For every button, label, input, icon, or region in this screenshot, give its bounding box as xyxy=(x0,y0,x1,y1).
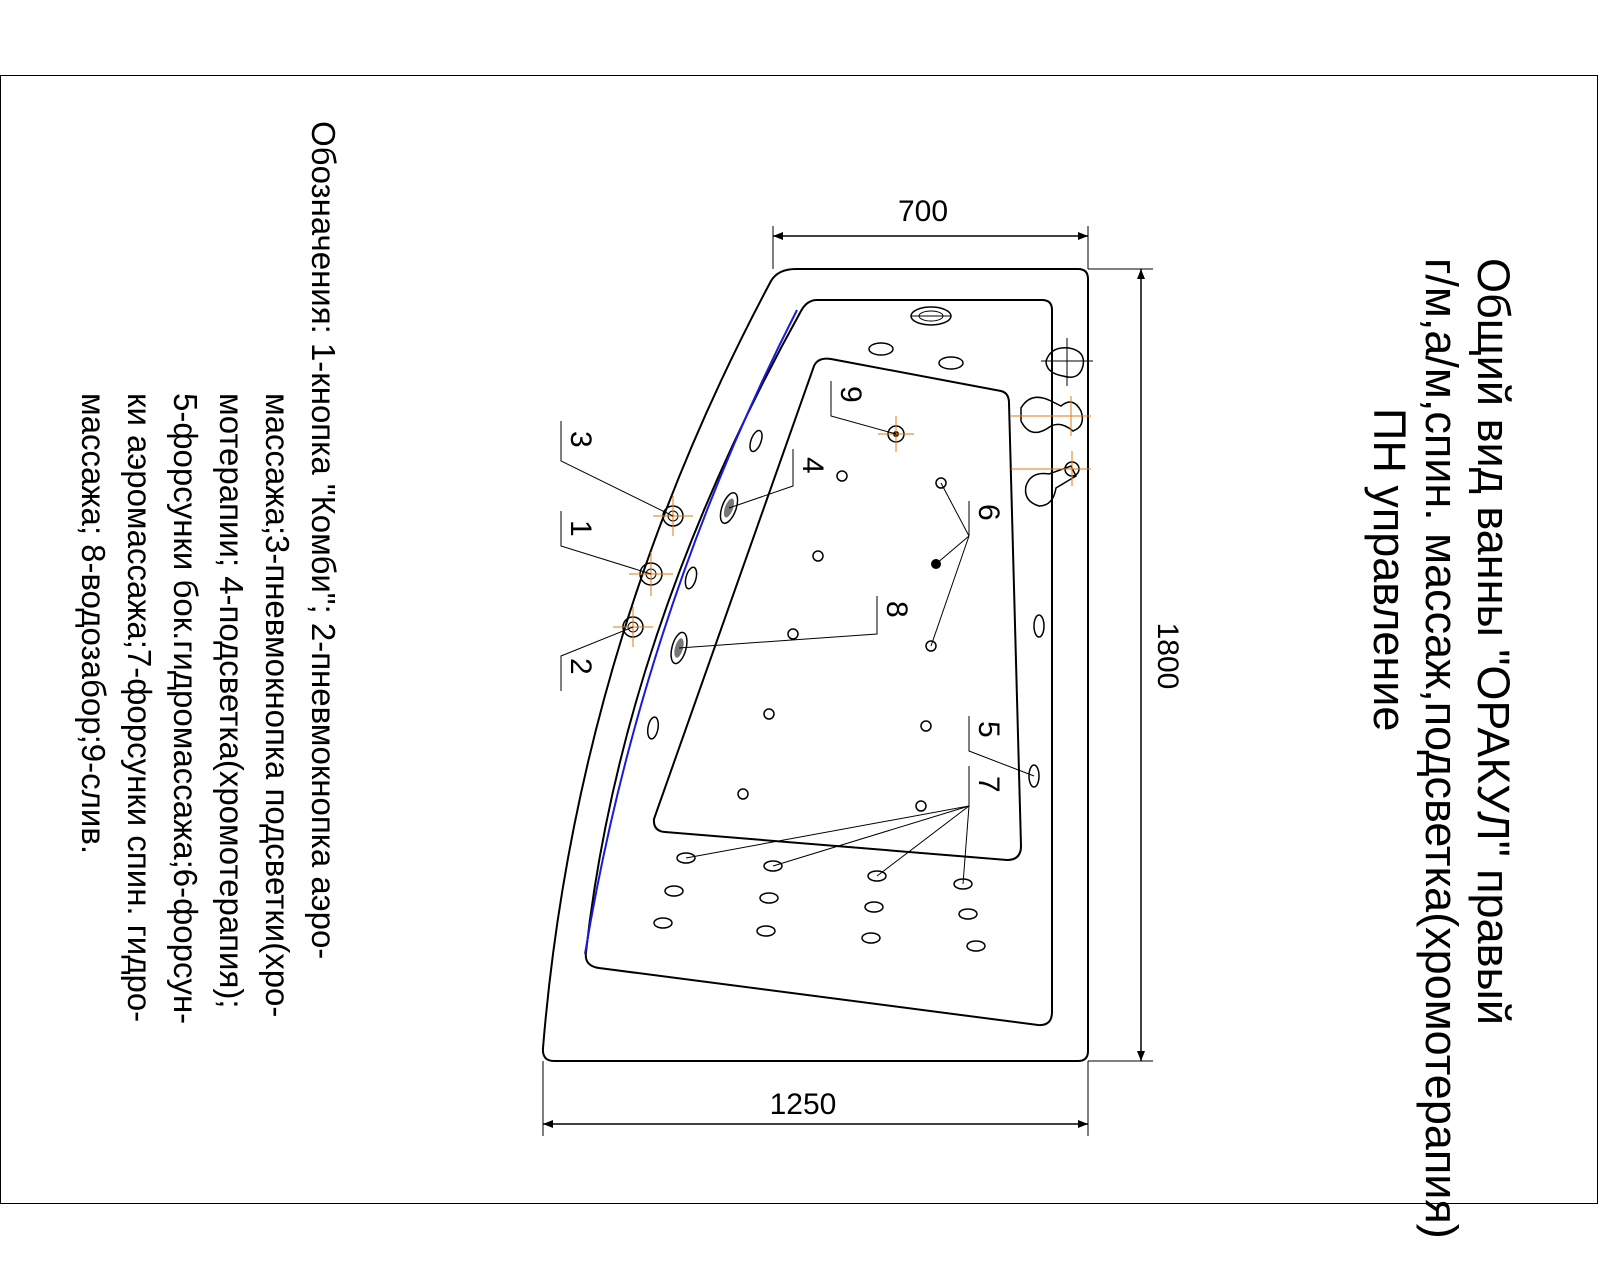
callout-5: 5 xyxy=(972,721,1005,738)
callout-7: 7 xyxy=(972,776,1005,793)
callout-9: 9 xyxy=(834,386,867,403)
callout-2: 2 xyxy=(564,658,597,675)
title-line-2: г/м,а/м,спин. массаж,подсветка(хромотерапия) xyxy=(1416,258,1467,1239)
drawing-sheet xyxy=(0,75,1598,1239)
overflow-fitting xyxy=(911,307,951,325)
dimension-700-label: 700 xyxy=(897,195,949,228)
tub-basin-outline xyxy=(654,359,1021,860)
callout-6: 6 xyxy=(972,504,1005,521)
callout-4: 4 xyxy=(796,457,829,474)
dimension-1800 xyxy=(1088,269,1184,1061)
title-line-3: ПН управление xyxy=(1364,408,1415,732)
legend-line-6: массажа; 8-водозабор;9-слив. xyxy=(75,393,112,855)
spine-jets xyxy=(654,853,985,951)
dimension-1250-label: 1250 xyxy=(769,1088,837,1121)
legend-block xyxy=(70,121,346,1024)
legend-line-4: 5-форсунки бок.гидромассажа;6-форсун- xyxy=(167,393,204,1025)
tub-outer-outline xyxy=(543,269,1088,1061)
dimension-700 xyxy=(773,195,1088,269)
dimension-1250 xyxy=(543,1061,1088,1136)
callout-3: 3 xyxy=(564,431,597,448)
title-block xyxy=(1363,258,1519,1239)
callout-1: 1 xyxy=(564,520,597,537)
legend-line-3: мотерапии; 4-подсветка(хромотерапия); xyxy=(213,393,250,1009)
aero-jets xyxy=(738,471,946,811)
legend-line-2: массажа;3-пневмокнопка подсветки(хро- xyxy=(259,393,296,1018)
title-line-1: Общий вид ванны "ОРАКУЛ" правый xyxy=(1468,258,1519,1025)
callout-8: 8 xyxy=(880,601,913,618)
dimension-1800-label: 1800 xyxy=(1151,622,1184,690)
tub-rim-outline xyxy=(586,300,1052,1025)
legend-line-5: ки аэромассажа;7-форсунки спин. гидро- xyxy=(121,393,158,1023)
legend-line-1: Обозначения: 1-кнопка "Комби"; 2-пневмокнопка аэро- xyxy=(305,121,342,960)
